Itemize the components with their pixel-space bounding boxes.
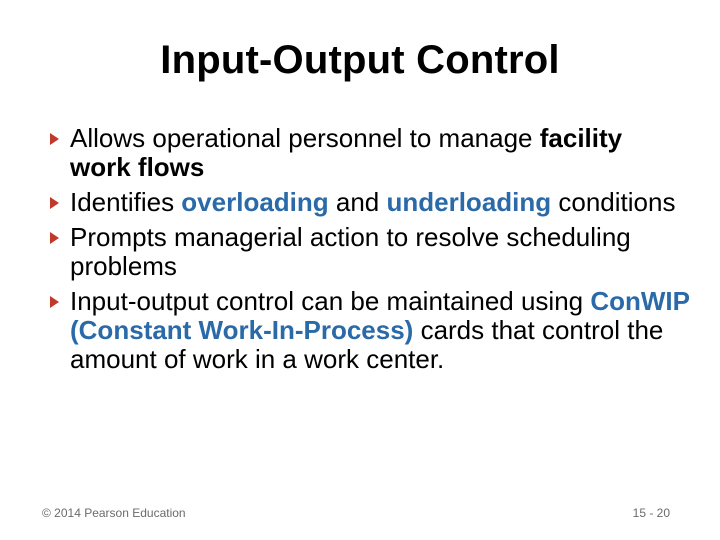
highlight-term-underloading: underloading <box>386 187 552 217</box>
slide-title: Input-Output Control <box>160 38 560 82</box>
triangle-bullet-icon <box>50 296 59 308</box>
bullet-text: Prompts managerial action to resolve scheduling problems <box>70 222 631 281</box>
highlight-term-conwip: WIP (Constant Work-In-Process) <box>70 286 690 345</box>
bullet-text: Input-output control can be maintained using <box>70 286 591 316</box>
bullet-text-bold: facility work flows <box>70 123 623 182</box>
bullet-text: conditions <box>551 187 676 217</box>
highlight-term-overloading: overloading <box>181 187 329 217</box>
copyright-footer: © 2014 Pearson Education <box>42 506 186 520</box>
bullet-item <box>50 188 690 217</box>
bullet-text: Allows operational personnel to manage <box>70 123 540 153</box>
bullet-item <box>50 223 690 281</box>
bullet-list <box>50 124 690 380</box>
bullet-text: cards that control the amount of work in a work center. <box>70 315 664 374</box>
triangle-bullet-icon <box>50 232 59 244</box>
triangle-bullet-icon <box>50 133 59 145</box>
highlight-term-con: Con <box>590 286 641 316</box>
bullet-item <box>50 287 690 374</box>
bullet-item <box>50 124 690 182</box>
triangle-bullet-icon <box>50 197 59 209</box>
bullet-text: and <box>328 187 387 217</box>
bullet-text: Identifies <box>70 187 182 217</box>
page-number: 15 - 20 <box>632 506 670 520</box>
